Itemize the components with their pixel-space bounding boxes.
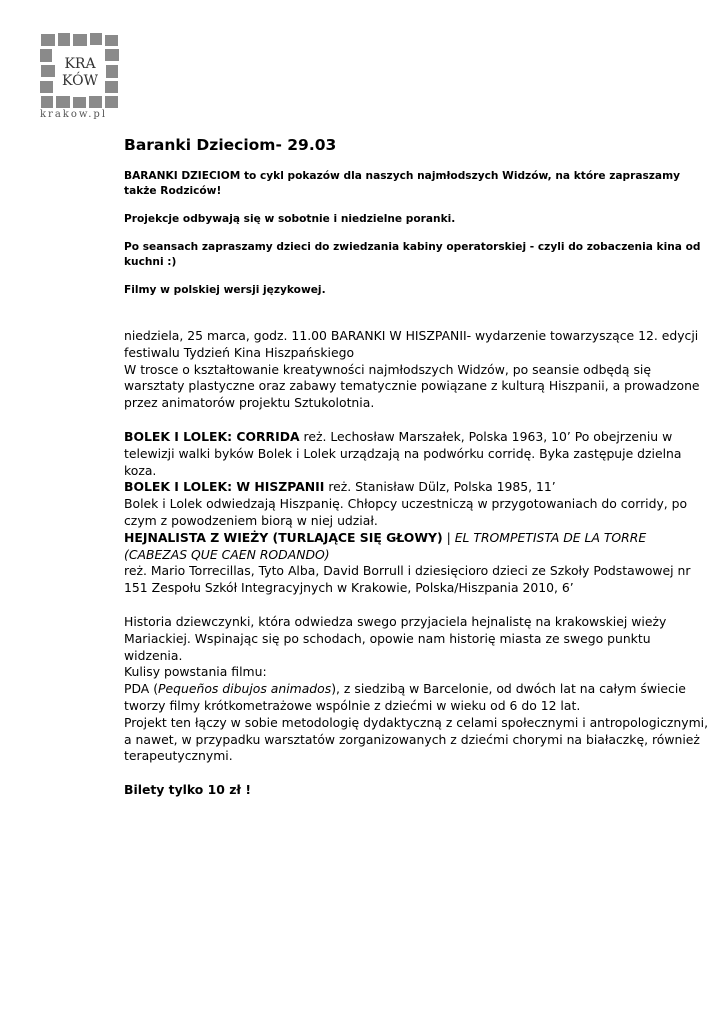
film-entry [124,479,709,496]
film-title: BOLEK I LOLEK: CORRIDA [124,428,300,444]
document-body [124,136,709,799]
film-original-title: EL TROMPETISTA DE LA TORRE (CABEZAS QUE CAEN RODANDO) [124,529,647,562]
film-details: reż. Mario Torrecillas, Tyto Alba, David Borrull i dziesięcioro dzieci ze Szkoły Podstawowej nr 151 Zespołu Szkół Integracyjnych w Krakowie, Polska/Hiszpania 2010, 6’ [124,563,691,596]
logo-text-line2: KÓW [62,73,98,89]
film-title: BOLEK I LOLEK: W HISZPANII [124,479,325,495]
pda-prefix: PDA ( [124,681,159,697]
intro-paragraph: Po seansach zapraszamy dzieci do zwiedzania kabiny operatorskiej - czyli do zobaczenia kina od kuchni :) [124,241,701,268]
ticket-price: Bilety tylko 10 zł ! [124,782,251,798]
krakow-logo-mosaic [38,32,122,110]
pda-suffix: ), z siedzibą w Barcelonie, od dwóch lat na całym świecie tworzy filmy krótkometrażowe wspólnie z dziećmi w wieku od 6 do 12 lat. [124,681,686,713]
film-details: reż. Lechosław Marszałek, Polska 1963, 10’ Po obejrzeniu w telewizji walki byków Bolek i Lolek urządzają na podwórku corridę. Byka zastępuje dzielna koza. [124,428,682,478]
title-separator: | [442,529,455,545]
page-title: Baranki Dzieciom- 29.03 [124,136,337,154]
intro-paragraph: Projekcje odbywają się w sobotnie i niedzielne poranki. [124,213,456,225]
intro-section [124,169,709,298]
event-description [124,328,709,799]
event-workshop-line: W trosce o kształtowanie kreatywności najmłodszych Widzów, po seansie odbędą się warsztaty plastyczne oraz zabawy tematycznie powiązane z kulturą Hiszpanii, a prowadzone przez animatorów projektu Sztukolotnia. [124,361,700,411]
making-of-label: Kulisy powstania filmu: [124,664,267,680]
film-description: Bolek i Lolek odwiedzają Hiszpanię. Chłopcy uczestniczą w przygotowaniach do corridy, po czym z powodzeniem biorą w niej udział. [124,496,688,528]
film-entry [124,530,709,564]
pda-paragraph [124,681,709,715]
intro-paragraph: BARANKI DZIECIOM to cykl pokazów dla naszych najmłodszych Widzów, na które zapraszamy także Rodziców! [124,170,681,197]
story-paragraph: Historia dziewczynki, która odwiedza swego przyjaciela hejnalistę na krakowskiej wieży Mariackiej. Wspinając się po schodach, opowie nam historię miasta ze swego punktu widzenia. [124,613,667,663]
pda-name: Pequeños dibujos animados [158,681,332,697]
film-entry [124,429,709,479]
logo-caption: krakow.pl [40,109,108,120]
logo-text-line1: KRA [64,56,96,72]
event-date-line: niedziela, 25 marca, godz. 11.00 BARANKI W HISZPANII- wydarzenie towarzyszące 12. edycji festiwalu Tydzień Kina Hiszpańskiego [124,328,699,360]
film-details: reż. Stanisław Dülz, Polska 1985, 11’ [324,479,556,495]
project-paragraph: Projekt ten łączy w sobie metodologię dydaktyczną z celami społecznymi i antropologicznymi, a nawet, w przypadku warsztatów zorganizowanych z dziećmi chorymi na białaczkę, również terapeutycznymi. [124,714,709,764]
film-title: HEJNALISTA Z WIEŻY (TURLAJĄCE SIĘ GŁOWY) [124,529,443,545]
intro-paragraph: Filmy w polskiej wersji językowej. [124,284,326,296]
